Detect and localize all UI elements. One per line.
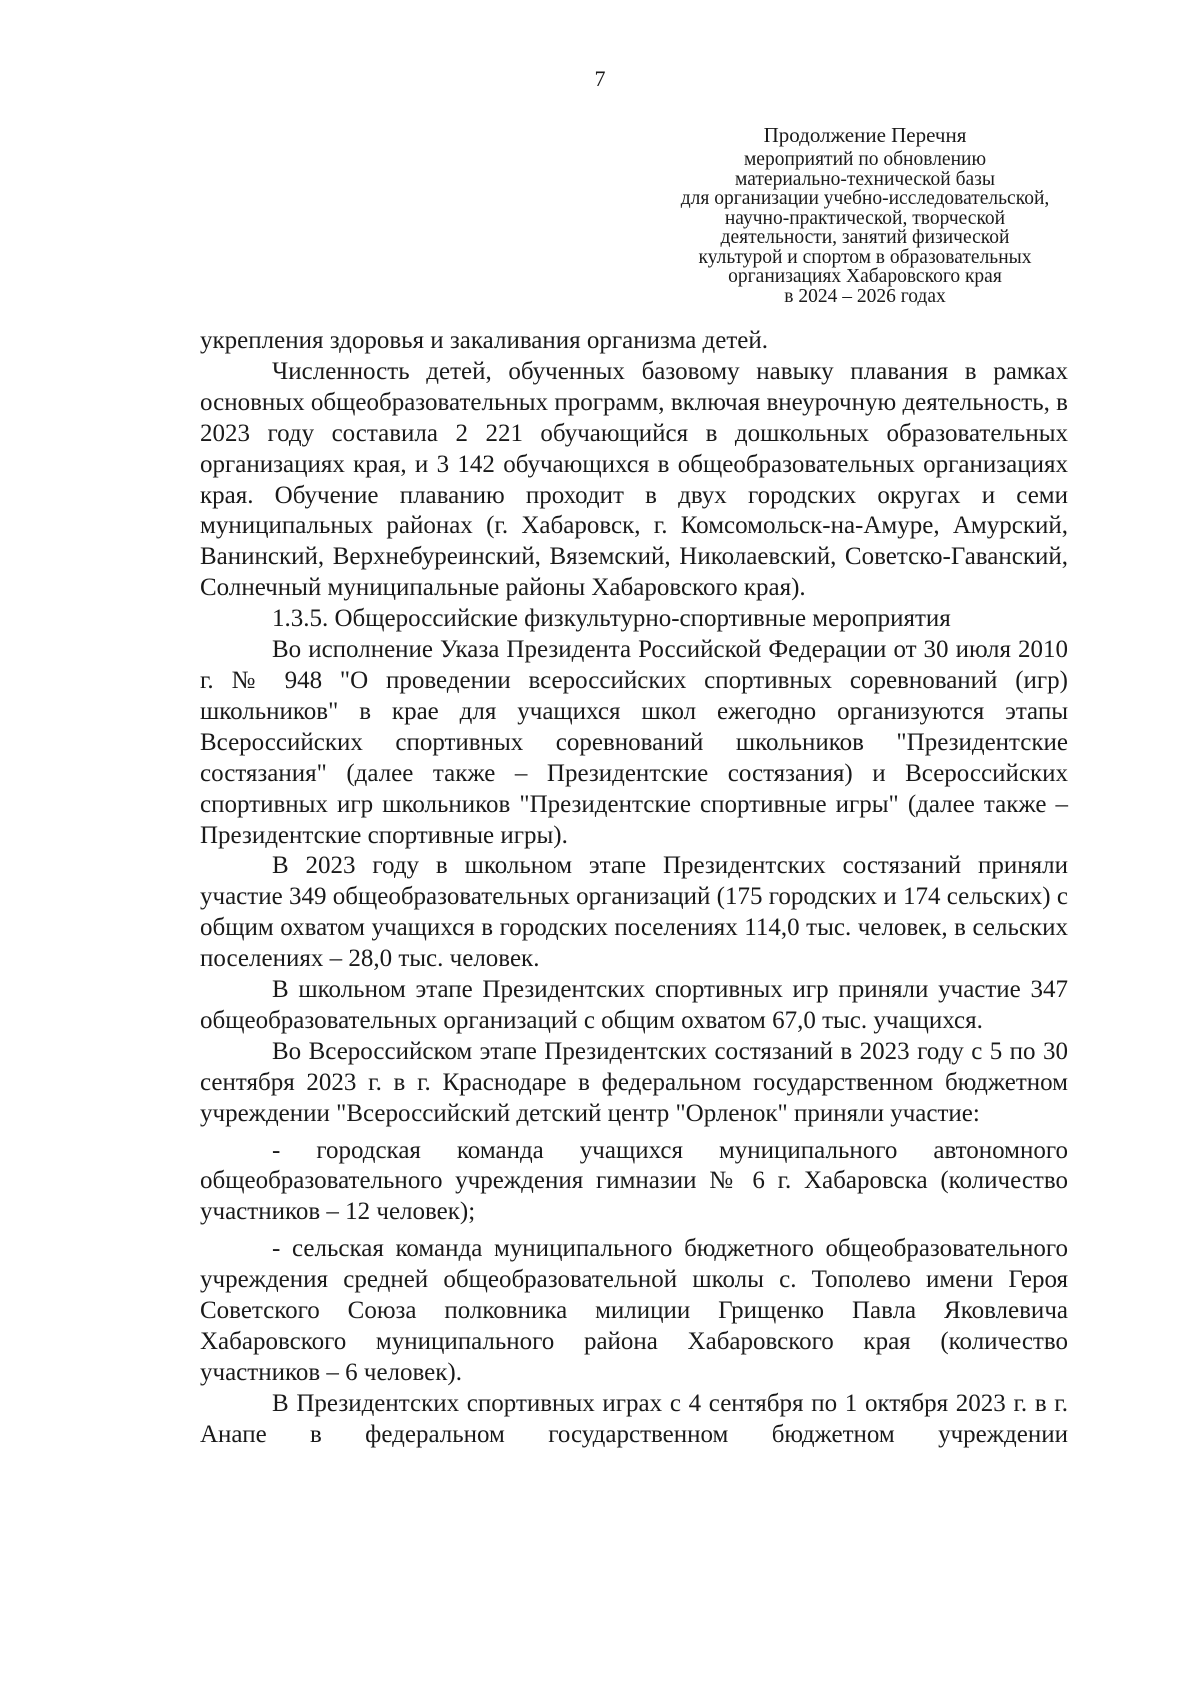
header-line: организациях Хабаровского края (728, 266, 1002, 287)
header-line: культурой и спортом в образовательных (698, 246, 1032, 268)
list-item: - городская команда учащихся муниципального автономного общеобразовательного учреждения гимназии № 6 г. Хабаровска (количество участников – 12 человек); (200, 1136, 1068, 1226)
paragraph: Численность детей, обученных базовому навыку плавания в рамках основных общеобразовательных программ, включая внеурочную деятельность, в 2023 году составила 2 221 обучающийся в дошкольных образовательных организациях края, и 3 142 обучающихся в общеобразовательных организациях края. Обучение плаванию проходит в двух городских округах и семи муниципальных районах (г. Хабаровск, г. Комсомольск-на-Амуре, Амурский, Ванинский, Верхнебуреинский, Вяземский, Николаевский, Советско-Гаванский, Солнечный муниципальные районы Хабаровского края). (200, 357, 1068, 602)
list-item: - сельская команда муниципального бюджетного общеобразовательного учреждения средней общеобразовательной школы с. Тополево имени Героя Советского Союза полковника милиции Грищенко Павла Яковлевича Хабаровского муниципального района Хабаровского края (количество участников – 6 человек). (200, 1235, 1068, 1386)
header-line: мероприятий по обновлению (743, 149, 987, 170)
header-line: научно-практической, творческой (724, 207, 1006, 229)
paragraph: Во Всероссийском этапе Президентских состязаний в 2023 году с 5 по 30 сентября 2023 г. в г. Краснодаре в федеральном государственном бюджетном учреждении "Всероссийский детский центр "Орленок" приняли участие: (200, 1037, 1068, 1127)
paragraph: В 2023 году в школьном этапе Президентских состязаний приняли участие 349 общеобразовательных организаций (175 городских и 174 сельских) с общим охватом учащихся в городских поселениях 114,0 тыс. человек, в сельских поселениях – 28,0 тыс. человек. (200, 852, 1068, 973)
paragraph: В школьном этапе Президентских спортивных игр приняли участие 347 общеобразовательных организаций с общим охватом 67,0 тыс. учащихся. (200, 976, 1068, 1034)
header-line: материально-технической базы (735, 168, 995, 190)
paragraph: укрепления здоровья и закаливания организма детей. (200, 327, 769, 354)
header-title: Продолжение Перечня (763, 123, 967, 147)
document-header (635, 124, 1095, 306)
paragraph: В Президентских спортивных играх с 4 сентября по 1 октября 2023 г. в г. Анапе в федеральном государственном бюджетном учреждении (200, 1389, 1068, 1448)
paragraph: Во исполнение Указа Президента Российской Федерации от 30 июля 2010 г. № 948 "О проведении всероссийских спортивных соревнований (игр) школьников" в крае для учащихся школ ежегодно организуются этапы Всероссийских спортивных соревнований школьников "Президентские состязания" (далее также – Президентские состязания) и Всероссийских спортивных игр школьников "Президентские спортивные игры" (далее также – Президентские спортивные игры). (200, 636, 1068, 849)
header-line: в 2024 – 2026 годах (784, 285, 946, 307)
header-line: деятельности, занятий физической (720, 227, 1010, 248)
page-number: 7 (594, 66, 606, 91)
document-body (200, 326, 1068, 1451)
header-line: для организации учебно-исследовательской, (680, 188, 1050, 209)
section-heading: 1.3.5. Общероссийские физкультурно-спортивные мероприятия (272, 605, 951, 633)
